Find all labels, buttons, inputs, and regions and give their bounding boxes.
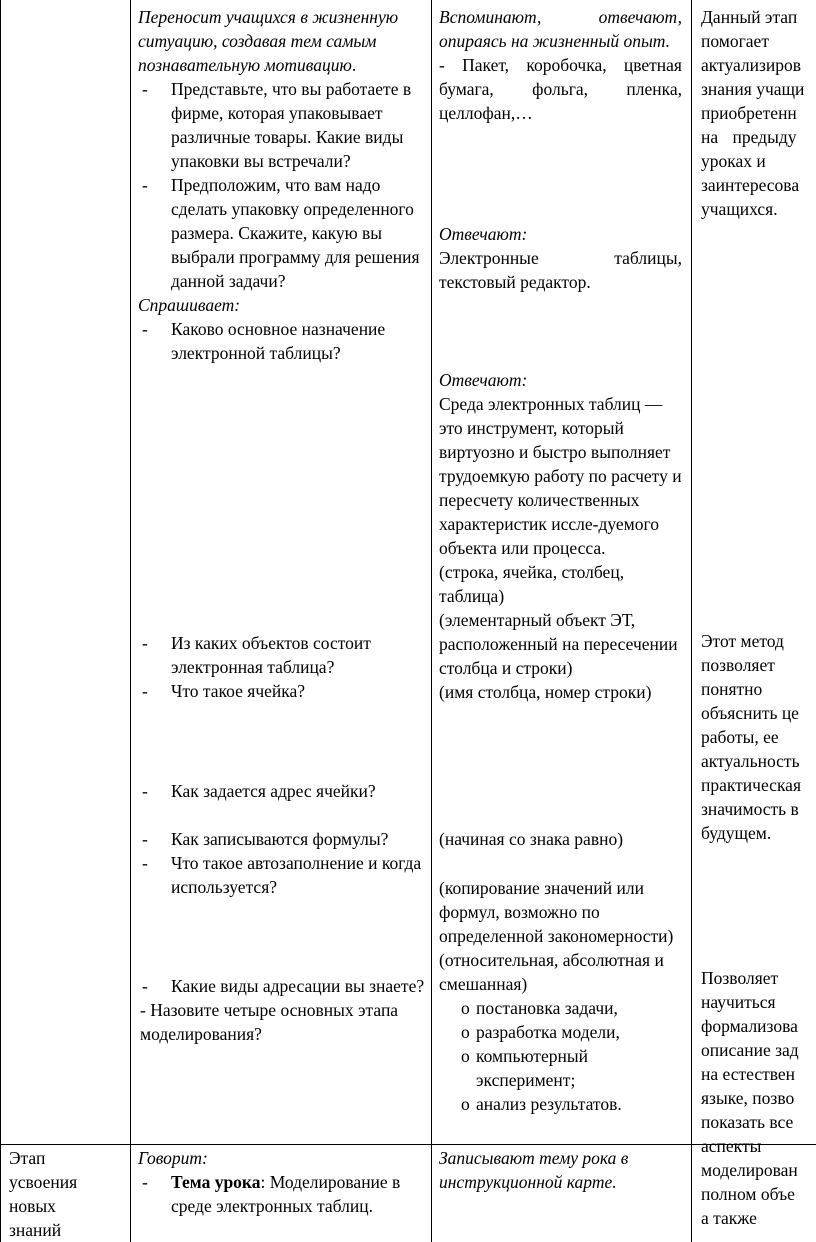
answer-program: Электронные таблицы, текстовый редактор. <box>439 248 682 292</box>
question-objects: - Из каких объектов состоит электронная таблица? <box>138 631 428 679</box>
question-formula-block <box>138 827 428 899</box>
question-packaging: - Представьте, что вы работаете в фирме, которая упаковывает различные товары. Какие виды упаковки вы встречали? <box>138 77 428 173</box>
note-actualize: Данный этап помогает актуализиров знания учащи приобретенн на предыду уроках и заинтересова учащихся. <box>701 7 805 219</box>
answer-formula-block <box>439 827 682 851</box>
answer-purpose: Среда электронных таблиц — это инструмент, который виртуозно и быстро выполняет трудоемкую работу по расчету и пересчету количественных характеристик иссле-дуемого объекта или процесса. <box>439 394 682 558</box>
answer-objects: (строка, ячейка, столбец, таблица) <box>439 562 625 606</box>
topic-cell <box>138 1146 428 1218</box>
question-address-block <box>138 779 428 803</box>
answer-autofill: (копирование значений или формул, возможно по определенной закономерности) <box>439 878 674 946</box>
answer-cell: (элементарный объект ЭТ, расположенный на пересечении столбца и строки) <box>439 610 678 678</box>
student-activity-cell <box>439 5 682 125</box>
question-autofill: - Что такое автозаполнение и когда используется? <box>138 851 428 899</box>
answer-label-1: Отвечают: <box>439 224 528 244</box>
teacher-questions-cell <box>138 631 428 703</box>
intro-text: Переносит учащихся в жизненную ситуацию, создавая тем самым познавательную мотивацию. <box>138 7 399 75</box>
says-label: Говорит: <box>138 1148 208 1168</box>
answer-program-block <box>439 222 682 294</box>
table-border-col1 <box>130 0 131 1242</box>
answer-label-2: Отвечают: <box>439 370 528 390</box>
question-addressing-block <box>138 974 428 1046</box>
stage-item: o анализ результатов. <box>439 1092 682 1116</box>
stage-item: o разработка модели, <box>439 1020 682 1044</box>
note-formalize: Позволяет научиться формализова описание зад на естествен языке, позво показать все аспекты моделирован полном объе а также <box>701 968 799 1228</box>
write-topic-cell <box>439 1146 682 1194</box>
recall-text: Вспоминают, отвечают, опираясь на жизненный опыт. <box>439 7 682 51</box>
question-program: - Предположим, что вам надо сделать упаковку определенного размера. Скажите, какую вы выбрали программу для решения данной задачи? <box>138 173 428 293</box>
stage-item: o компьютерный эксперимент; <box>439 1044 682 1092</box>
table-border-col3 <box>691 0 692 1242</box>
answer-addressing: (относительная, абсолютная и смешанная) <box>439 950 664 994</box>
question-formula: - Как записываются формулы? <box>138 827 428 851</box>
row-divider <box>0 1144 816 1145</box>
question-cell: - Что такое ячейка? <box>138 679 428 703</box>
write-topic-text: Записывают тему рока в инструкционной карте. <box>439 1148 629 1192</box>
question-address: - Как задается адрес ячейки? <box>138 779 428 803</box>
question-addressing: - Какие виды адресации вы знаете? <box>138 974 428 998</box>
table-border-left <box>0 0 1 1242</box>
question-modeling-stages: - Назовите четыре основных этапа моделирования? <box>140 1000 399 1044</box>
answer-purpose-block <box>439 368 682 704</box>
table-border-col2 <box>431 0 432 1242</box>
answer-address: (имя столбца, номер строки) <box>439 682 652 702</box>
stage-item: o постановка задачи, <box>439 996 682 1020</box>
question-purpose: - Каково основное назначение электронной таблицы? <box>138 317 428 365</box>
note-method: Этот метод позволяет понятно объяснить це работы, ее актуальность практическая значимость в будущем. <box>701 631 801 843</box>
answer-autofill-block <box>439 876 682 1116</box>
teacher-activity-cell <box>138 5 428 365</box>
answer-formula: (начиная со знака равно) <box>439 829 624 849</box>
lesson-topic: - Тема урока: Моделирование в среде электронных таблиц. <box>138 1170 428 1218</box>
asks-label: Спрашивает: <box>138 295 241 315</box>
stage-name-cell: Этап усвоения новых знаний <box>9 1148 78 1240</box>
answer-packaging: - Пакет, коробочка, цветная бумага, фольга, пленка, целлофан,… <box>439 55 682 123</box>
